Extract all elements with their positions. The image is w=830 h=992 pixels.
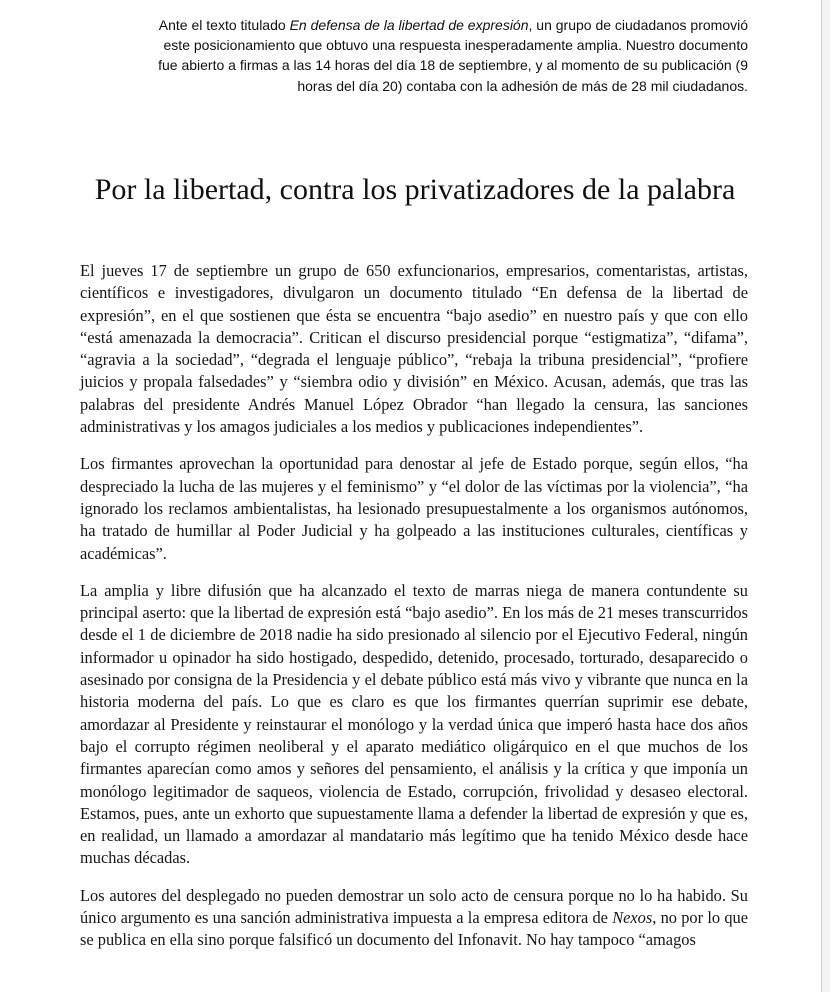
intro-note: [150, 15, 748, 96]
paragraph-4-text-start: Los autores del desplegado no pueden demostrar un solo acto de censura porque no lo ha habido. Su único argumento es una sanción administrativa impuesta a la empresa editora de: [80, 885, 748, 928]
document-title: Por la libertad, contra los privatizadores de la palabra: [94, 173, 736, 206]
paragraph-2: Los firmantes aprovechan la oportunidad para denostar al jefe de Estado porque, según ellos, “ha despreciado la lucha de las mujeres y el feminismo” y “el dolor de las víctimas por la violencia”, “ha ignorado los reclamos ambientalistas, ha lesionado presupuestalmente a los organismos autónomos, ha tratado de humillar al Poder Judicial y ha golpeado a las instituciones culturales, científicas y académicas”.: [80, 454, 748, 563]
magazine-name: Nexos: [612, 908, 653, 928]
intro-cited-title: En defensa de la libertad de expresión: [289, 17, 529, 33]
intro-text-end: , un grupo de ciudadanos promovió este posicionamiento que obtuvo una respuesta inesperadamente amplia. Nuestro documento fue abierto a firmas a las 14 horas del día 18 de septiembre, y al momento de su publicación (9 horas del día 20) contaba con la adhesión de más de 28 mil ciudadanos.: [158, 17, 748, 94]
paragraph-3: La amplia y libre difusión que ha alcanzado el texto de marras niega de manera contundente su principal aserto: que la libertad de expresión está “bajo asedio”. En los más de 21 meses transcurridos desde el 1 de diciembre de 2018 nadie ha sido presionado al silencio por el Ejecutivo Federal, ningún informador u opinador ha sido hostigado, despedido, detenido, procesado, torturado, desaparecido o asesinado por consigna de la Presidencia y el debate público está más vivo y vibrante que nunca en la historia moderna del país. Lo que es claro es que los firmantes querrían suprimir ese debate, amordazar al Presidente y reinstaurar el monólogo y la verdad única que imperó hasta hace dos años bajo el corrupto régimen neoliberal y el aparato mediático oligárquico en el que muchos de los firmantes aparecían como amos y señores del pensamiento, el análisis y la crítica y que imponía un monólogo legitimador de saqueos, violencia de Estado, corrupción, frivolidad y desaseo electoral. Estamos, pues, ante un exhorto que supuestamente llama a defender la libertad de expresión y que es, en realidad, un llamado a amordazar al mandatario más legítimo que ha tenido México desde hace muchas décadas.: [80, 580, 748, 868]
document-body: [80, 260, 748, 952]
intro-text-start: Ante el texto titulado: [158, 17, 290, 33]
paragraph-4-text-end: , no por lo que se publica en ella sino porque falsificó un documento del Infonavit. No hay tampoco “amagos: [80, 908, 748, 950]
paragraph-1: El jueves 17 de septiembre un grupo de 650 exfuncionarios, empresarios, comentaristas, artistas, científicos e investigadores, divulgaron un documento titulado “En defensa de la libertad de expresión”, en el que sostienen que ésta se encuentra “bajo asedio” en nuestro país y que con ello “está amenazada la democracia”. Critican el discurso presidencial porque “estigmatiza”, “difama”, “agravia a la sociedad”, “degrada el lenguaje público”, “rebaja la tribuna presidencial”, “profiere juicios y propala falsedades” y “siembra odio y división” en México. Acusan, además, que tras las palabras del presidente Andrés Manuel López Obrador “han llegado la censura, las sanciones administrativas y los amagos judiciales a los medios y publicaciones independientes”.: [80, 261, 748, 437]
paragraph-4: [80, 885, 748, 952]
intro-paragraph: [150, 15, 748, 96]
